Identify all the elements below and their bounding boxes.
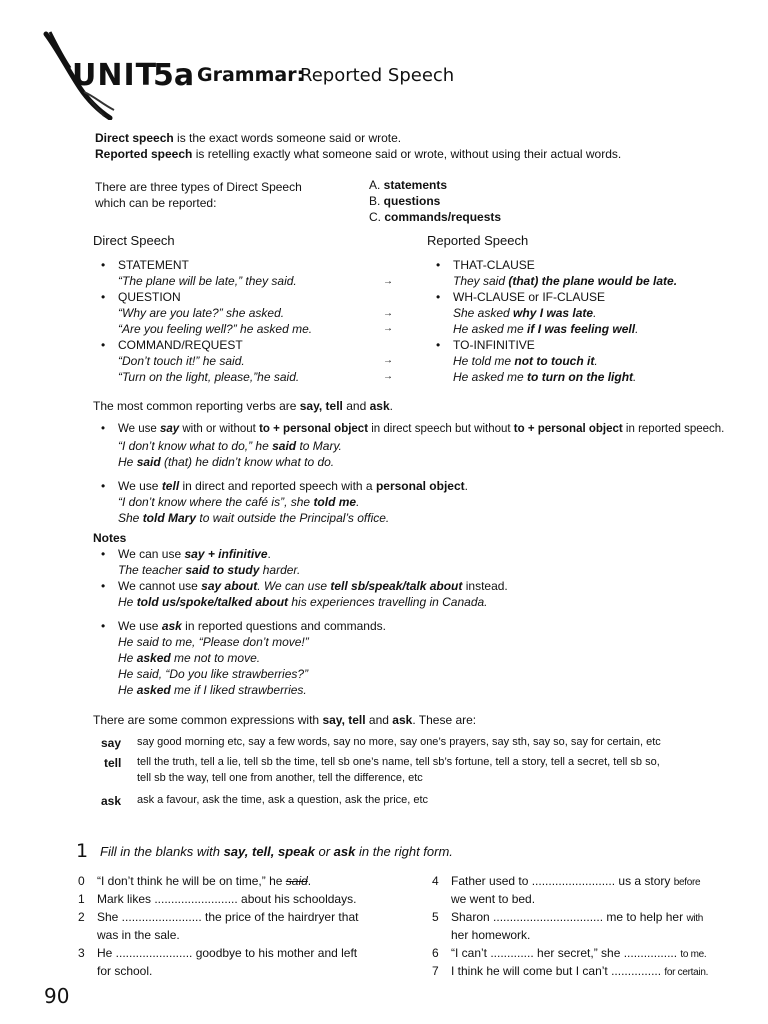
reported-that-clause: • THAT-CLAUSE (453, 258, 535, 272)
type-a: A. statements (369, 178, 448, 192)
item-4-line1: Father used to ......................... us a story before (451, 874, 701, 888)
expr-tell-list-1: tell the truth, tell a lie, tell sb the time, tell sb one’s name, tell sb’s fortune, tell a story, tell a secret, tell sb so, (137, 756, 660, 768)
reported-inf-ex2: He asked me to turn on the light. (453, 370, 637, 384)
reported-speech-heading: Reported Speech (427, 233, 529, 248)
say-ex1: “I don’t know what to do,” he said to Mary. (118, 439, 342, 453)
tell-ex1: “I don’t know where the café is”, she told me. (118, 495, 360, 509)
expr-say-list: say good morning etc, say a few words, say no more, say one’s prayers, say sth, say so, say for certain, etc (137, 736, 661, 748)
type-b: B. questions (369, 194, 441, 208)
direct-command-ex1: “Don’t touch it!” he said. (118, 354, 245, 368)
item-0-num: 0 (78, 874, 85, 888)
item-4-line2: we went to bed. (451, 892, 536, 906)
reported-wh-clause: • WH-CLAUSE or IF-CLAUSE (453, 290, 605, 304)
types-text-1: There are three types of Direct Speech (95, 180, 302, 194)
direct-command: • COMMAND/REQUEST (118, 338, 243, 352)
expr-ask-list: ask a favour, ask the time, ask a question, ask the price, etc (137, 794, 429, 806)
exercise-instructions: Fill in the blanks with say, tell, speak or ask in the right form. (100, 844, 453, 859)
say-ex2: He said (that) he didn’t know what to do. (118, 455, 335, 469)
arrow-icon: → (383, 355, 393, 366)
item-1-num: 1 (78, 892, 85, 906)
page-number: 90 (44, 984, 70, 1008)
item-2-line2: was in the sale. (97, 928, 180, 942)
reported-wh-ex2: He asked me if I was feeling well. (453, 322, 639, 336)
item-6-num: 6 (432, 946, 439, 960)
direct-statement-ex: “The plane will be late,” they said. (118, 274, 297, 288)
types-text-2: which can be reported: (95, 196, 217, 210)
item-5-num: 5 (432, 910, 439, 924)
note-3-ex4: He asked me if I liked strawberries. (118, 683, 307, 697)
exercise-number: 1 (76, 840, 89, 862)
note-1: • We can use say + infinitive. (118, 547, 271, 561)
arrow-icon: → (383, 371, 393, 382)
intro-direct: Direct speech is the exact words someone said or wrote. (95, 131, 402, 145)
tell-rule: • We use tell in direct and reported speech with a personal object. (118, 479, 468, 493)
item-3-num: 3 (78, 946, 85, 960)
arrow-icon: → (383, 276, 393, 287)
note-3: • We use ask in reported questions and commands. (118, 619, 386, 633)
direct-question-ex1: “Why are you late?” she asked. (118, 306, 285, 320)
tell-ex2: She told Mary to wait outside the Principal’s office. (118, 511, 390, 525)
item-4-num: 4 (432, 874, 439, 888)
reported-wh-ex1: She asked why I was late. (453, 306, 597, 320)
direct-speech-heading: Direct Speech (93, 233, 175, 248)
arrow-icon: → (383, 308, 393, 319)
note-3-ex1: He said to me, “Please don’t move!” (118, 635, 309, 649)
note-2: • We cannot use say about. We can use tell sb/speak/talk about instead. (118, 579, 508, 593)
direct-question: • QUESTION (118, 290, 181, 304)
direct-question-ex2: “Are you feeling well?” he asked me. (118, 322, 313, 336)
item-7: I think he will come but I can’t ............... for certain. (451, 964, 709, 978)
unit-label: UNIT (72, 58, 158, 93)
item-1: Mark likes ......................... about his schooldays. (97, 892, 357, 906)
expressions-intro: There are some common expressions with say, tell and ask. These are: (93, 713, 477, 727)
note-2-ex: He told us/spoke/talked about his experiences travelling in Canada. (118, 595, 488, 609)
expr-say-key: say (101, 736, 122, 750)
say-rule: • We use say with or without to + personal object in direct speech but without to + personal object in reported speech. (118, 423, 724, 435)
item-5-line1: Sharon ................................. me to help her with (451, 910, 704, 924)
item-3-line1: He ....................... goodbye to his mother and left (97, 946, 358, 960)
unit-number: 5a (153, 58, 195, 93)
reported-to-infinitive: • TO-INFINITIVE (453, 338, 535, 352)
topic-title: Reported Speech (300, 65, 455, 86)
item-2-line1: She ........................ the price of the hairdryer that (97, 910, 359, 924)
item-3-line2: for school. (97, 964, 153, 978)
item-5-line2: her homework. (451, 928, 531, 942)
reported-that-ex: They said (that) the plane would be late. (453, 274, 678, 288)
reporting-verbs-intro: The most common reporting verbs are say, tell and ask. (93, 399, 393, 413)
note-3-ex2: He asked me not to move. (118, 651, 261, 665)
note-3-ex3: He said, “Do you like strawberries?” (118, 667, 309, 681)
arrow-icon: → (383, 323, 393, 334)
intro-reported: Reported speech is retelling exactly what someone said or wrote, without using their actual words. (95, 147, 622, 161)
notes-heading: Notes (93, 531, 127, 545)
reported-inf-ex1: He told me not to touch it. (453, 354, 598, 368)
section-label: Grammar: (197, 64, 305, 86)
expr-tell-key: tell (104, 756, 122, 770)
type-c: C. commands/requests (369, 210, 502, 224)
expr-ask-key: ask (101, 794, 122, 808)
item-0: “I don’t think he will be on time,” he said. (97, 874, 312, 888)
item-6: “I can’t ............. her secret,” she ................ to me. (451, 946, 707, 960)
note-1-ex: The teacher said to study harder. (118, 563, 301, 577)
item-2-num: 2 (78, 910, 85, 924)
expr-tell-list-2: tell sb the way, tell one from another, tell the difference, etc (137, 772, 423, 784)
direct-command-ex2: “Turn on the light, please,”he said. (118, 370, 300, 384)
item-7-num: 7 (432, 964, 439, 978)
direct-statement: • STATEMENT (118, 258, 189, 272)
